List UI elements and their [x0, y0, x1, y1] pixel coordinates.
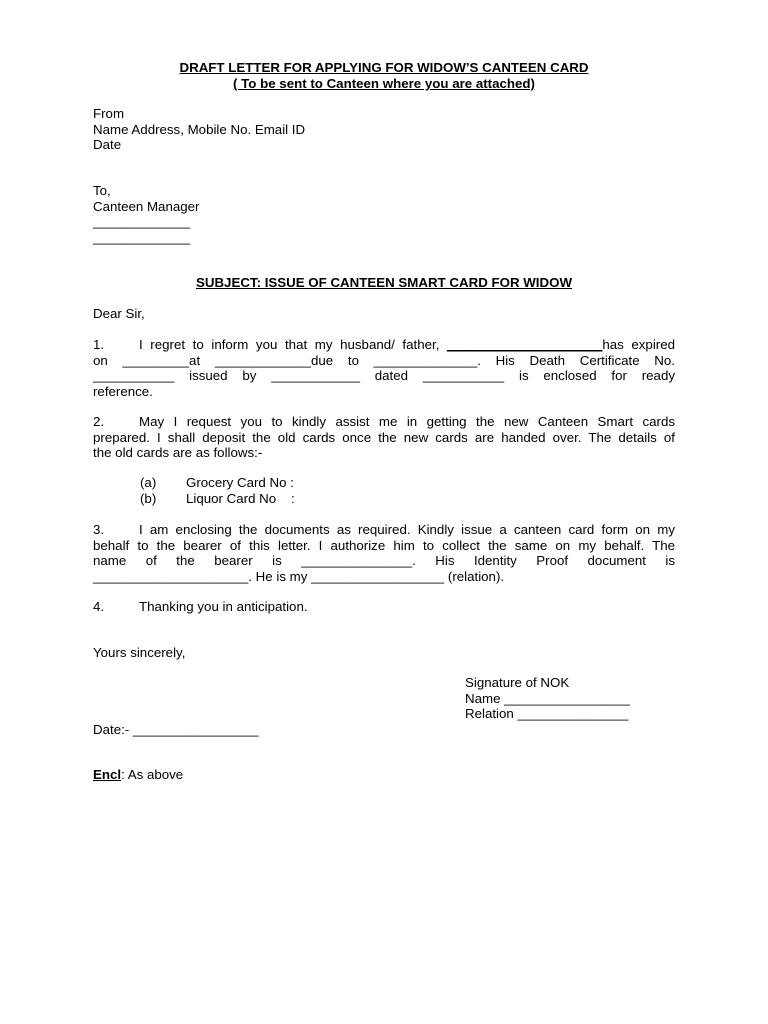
- signature-relation: Relation _______________: [465, 706, 629, 721]
- paragraph-2-number: 2.: [93, 414, 105, 429]
- date-line: Date:- _________________: [93, 722, 259, 737]
- paragraph-1-line-1: I regret to inform you that my husband/ father,: [139, 337, 448, 352]
- paragraph-2-line-1: May I request you to kindly assist me in getting the new Canteen Smart cards: [139, 414, 675, 429]
- paragraph-1-number: 1.: [93, 337, 105, 352]
- paragraph-3: [93, 522, 675, 584]
- to-label: To,: [93, 183, 111, 198]
- paragraph-3-line-1: I am enclosing the documents as required. Kindly issue a canteen card form on my: [139, 522, 675, 537]
- paragraph-1-line-2: on _________at _____________due to ______________. His Death Certificate No.: [93, 352, 675, 368]
- paragraph-1-blank: _____________________: [447, 337, 603, 352]
- paragraph-1-line-4: reference.: [93, 383, 153, 399]
- paragraph-2-line-3: the old cards are as follows:-: [93, 445, 263, 460]
- to-block: [93, 183, 199, 245]
- paragraph-1-line-3: ___________ issued by ____________ dated ___________ is enclosed for ready: [93, 368, 675, 383]
- to-address-line-1: ______________: [93, 214, 190, 229]
- grocery-card-text: Grocery Card No :: [186, 475, 294, 490]
- document-subtitle: ( To be sent to Canteen where you are attached): [233, 76, 535, 91]
- signature-title: Signature of NOK: [465, 675, 570, 690]
- from-label: From: [93, 106, 125, 121]
- from-date: Date: [93, 137, 122, 152]
- liquor-card-label: (b): [140, 491, 157, 506]
- salutation: Dear Sir,: [93, 306, 145, 321]
- document-title: DRAFT LETTER FOR APPLYING FOR WIDOW’S CANTEEN CARD: [179, 60, 589, 75]
- paragraph-2-line-2: prepared. I shall deposit the old cards once the new cards are handed over. The details of: [93, 429, 675, 445]
- signature-block: [465, 675, 630, 722]
- closing: Yours sincerely,: [93, 645, 186, 660]
- from-block: [93, 106, 305, 153]
- paragraph-3-line-2: behalf to the bearer of this letter. I authorize him to collect the same on my behalf. The: [93, 537, 675, 553]
- enclosure-line: [93, 767, 183, 783]
- paragraph-1: [93, 337, 675, 399]
- paragraph-3-line-3: name of the bearer is _______________. His Identity Proof document is: [93, 553, 675, 568]
- from-details: Name Address, Mobile No. Email ID: [93, 121, 306, 137]
- to-addressee: Canteen Manager: [93, 198, 200, 214]
- subject-line: SUBJECT: ISSUE OF CANTEEN SMART CARD FOR WIDOW: [195, 275, 572, 290]
- grocery-card-item: [140, 475, 294, 491]
- enclosure-text: : As above: [121, 767, 184, 782]
- paragraph-3-line-4: _____________________. He is my __________________ (relation).: [93, 568, 505, 584]
- grocery-card-label: (a): [140, 475, 157, 490]
- paragraph-2: [93, 414, 675, 461]
- paragraph-4-number: 4.: [93, 599, 105, 614]
- paragraph-4: [93, 599, 308, 615]
- to-address-line-2: ______________: [93, 229, 190, 245]
- paragraph-1-line-1b: has expired: [602, 337, 675, 352]
- paragraph-4-text: Thanking you in anticipation.: [139, 599, 308, 614]
- liquor-card-item: [140, 491, 295, 507]
- enclosure-label: Encl: [93, 767, 122, 782]
- signature-name: Name _________________: [465, 690, 630, 706]
- paragraph-3-number: 3.: [93, 522, 105, 537]
- liquor-card-text: Liquor Card No :: [186, 491, 295, 506]
